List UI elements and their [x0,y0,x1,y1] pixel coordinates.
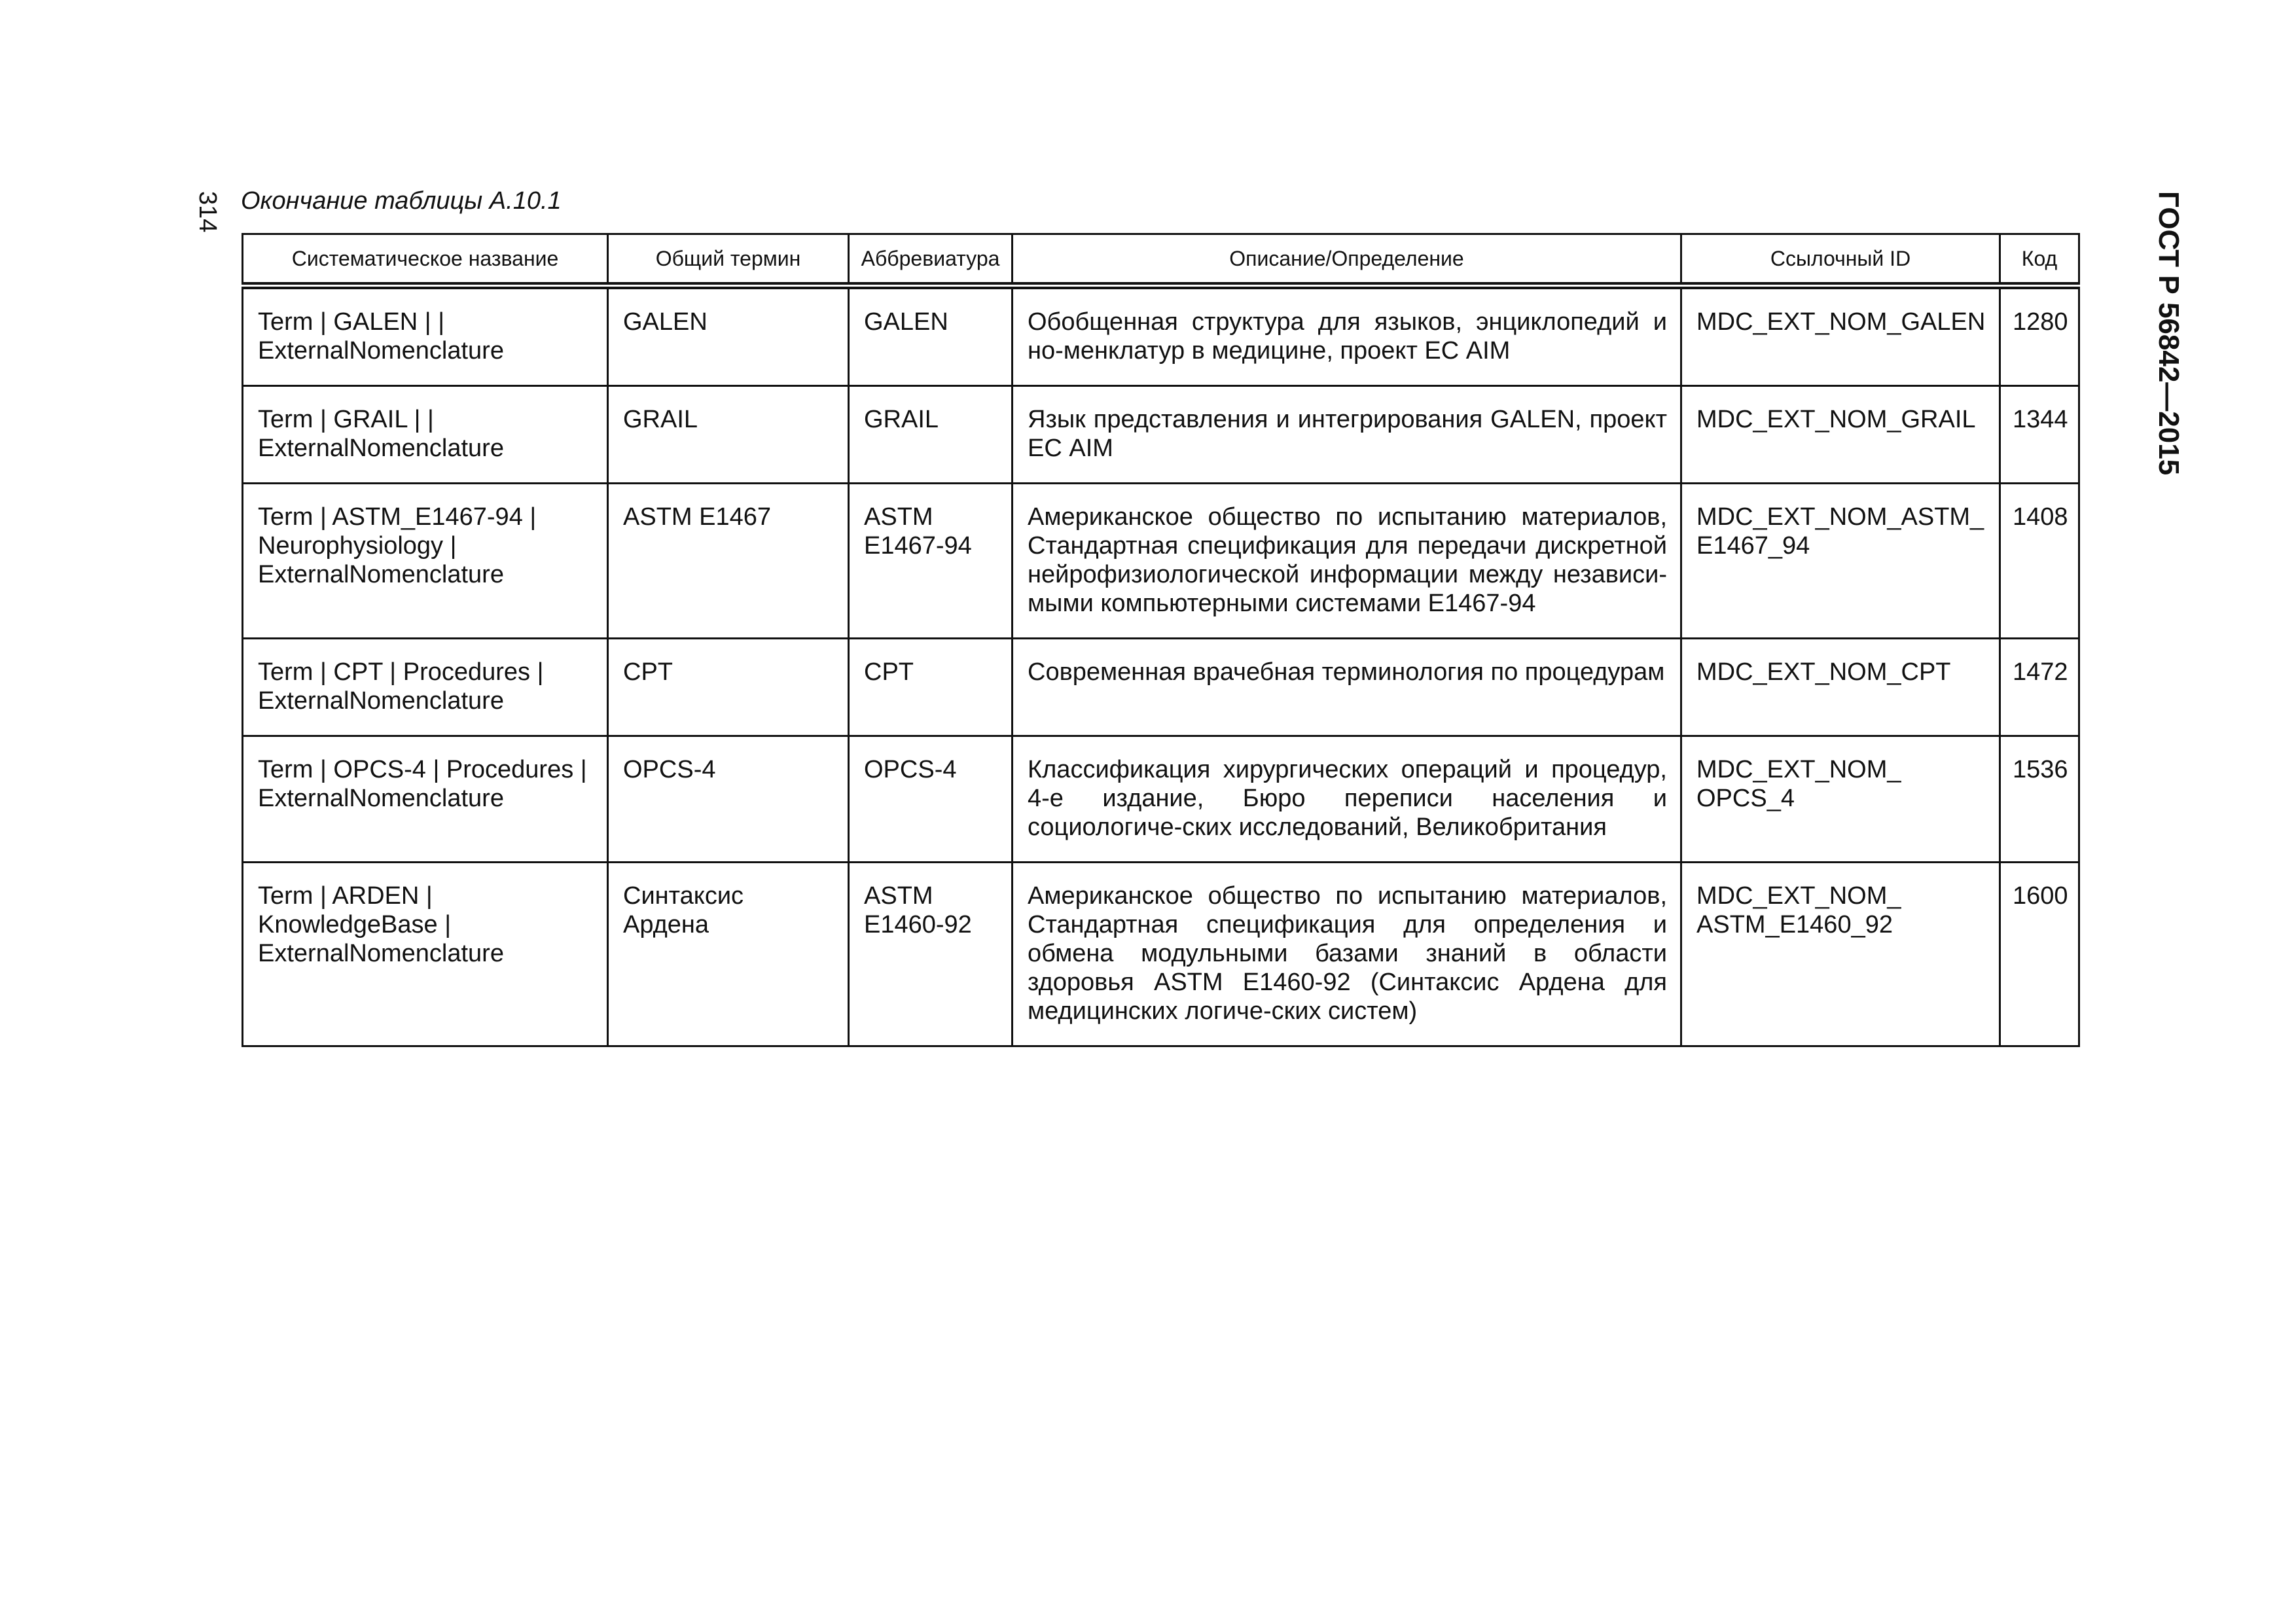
cell-code: 1344 [2000,386,2079,484]
table-row [243,484,2079,639]
cell-reference-id: MDC_EXT_NOM_ASTM_E1467_94 [1681,484,2000,639]
cell-systematic-name: Term | GRAIL | | ExternalNomenclature [243,386,608,484]
cell-code: 1600 [2000,863,2079,1046]
header-systematic-name: Систематическое название [243,234,608,286]
header-code: Код [2000,234,2079,286]
cell-systematic-name: Term | CPT | Procedures | ExternalNomenclature [243,639,608,736]
cell-abbreviation: CPT [849,639,1013,736]
nomenclature-table [242,233,2080,1047]
cell-common-term: GALEN [608,286,849,386]
header-description: Описание/Определение [1013,234,1681,286]
cell-systematic-name: Term | GALEN | | ExternalNomenclature [243,286,608,386]
cell-abbreviation: GALEN [849,286,1013,386]
cell-description: Американское общество по испытанию материалов, Стандартная спецификация для передачи дискретной нейрофизиологической информации между независи-мыми компьютерными системами Е1467-94 [1013,484,1681,639]
cell-description: Современная врачебная терминология по процедурам [1013,639,1681,736]
table-container [242,233,2078,1047]
header-common-term: Общий термин [608,234,849,286]
table-caption: Окончание таблицы А.10.1 [241,187,562,215]
cell-reference-id: MDC_EXT_NOM_ OPCS_4 [1681,736,2000,863]
cell-common-term: Синтаксис Ардена [608,863,849,1046]
cell-common-term: OPCS-4 [608,736,849,863]
cell-reference-id: MDC_EXT_NOM_CPT [1681,639,2000,736]
cell-description: Американское общество по испытанию материалов, Стандартная спецификация для определения и обмена модульными базами знаний в области здоровья ASTM Е1460-92 (Синтаксис Ардена для медицинских логиче-ских систем) [1013,863,1681,1046]
cell-reference-id: MDC_EXT_NOM_ ASTM_E1460_92 [1681,863,2000,1046]
header-abbreviation: Аббревиатура [849,234,1013,286]
cell-code: 1536 [2000,736,2079,863]
document-code: ГОСТ Р 56842—2015 [2153,191,2185,476]
cell-description: Обобщенная структура для языков, энциклопедий и но-менклатур в медицине, проект ЕС AIM [1013,286,1681,386]
cell-code: 1408 [2000,484,2079,639]
page-number: 314 [194,191,221,233]
cell-common-term: CPT [608,639,849,736]
table-row [243,386,2079,484]
cell-description: Язык представления и интегрирования GALEN, проект ЕС AIM [1013,386,1681,484]
header-reference-id: Ссылочный ID [1681,234,2000,286]
cell-description: Классификация хирургических операций и процедур, 4-е издание, Бюро переписи населения и социологиче-ских исследований, Великобритания [1013,736,1681,863]
cell-systematic-name: Term | OPCS-4 | Procedures | ExternalNomenclature [243,736,608,863]
cell-reference-id: MDC_EXT_NOM_GRAIL [1681,386,2000,484]
cell-code: 1280 [2000,286,2079,386]
cell-reference-id: MDC_EXT_NOM_GALEN [1681,286,2000,386]
table-row [243,639,2079,736]
cell-abbreviation: ASTM E1467-94 [849,484,1013,639]
cell-common-term: GRAIL [608,386,849,484]
cell-abbreviation: GRAIL [849,386,1013,484]
cell-abbreviation: ASTM E1460-92 [849,863,1013,1046]
table-row [243,736,2079,863]
cell-code: 1472 [2000,639,2079,736]
cell-abbreviation: OPCS-4 [849,736,1013,863]
table-row [243,863,2079,1046]
table-header-row [243,234,2079,286]
cell-systematic-name: Term | ASTM_E1467-94 | Neurophysiology | ExternalNomenclature [243,484,608,639]
cell-systematic-name: Term | ARDEN | KnowledgeBase | ExternalNomenclature [243,863,608,1046]
table-row [243,286,2079,386]
cell-common-term: ASTM E1467 [608,484,849,639]
